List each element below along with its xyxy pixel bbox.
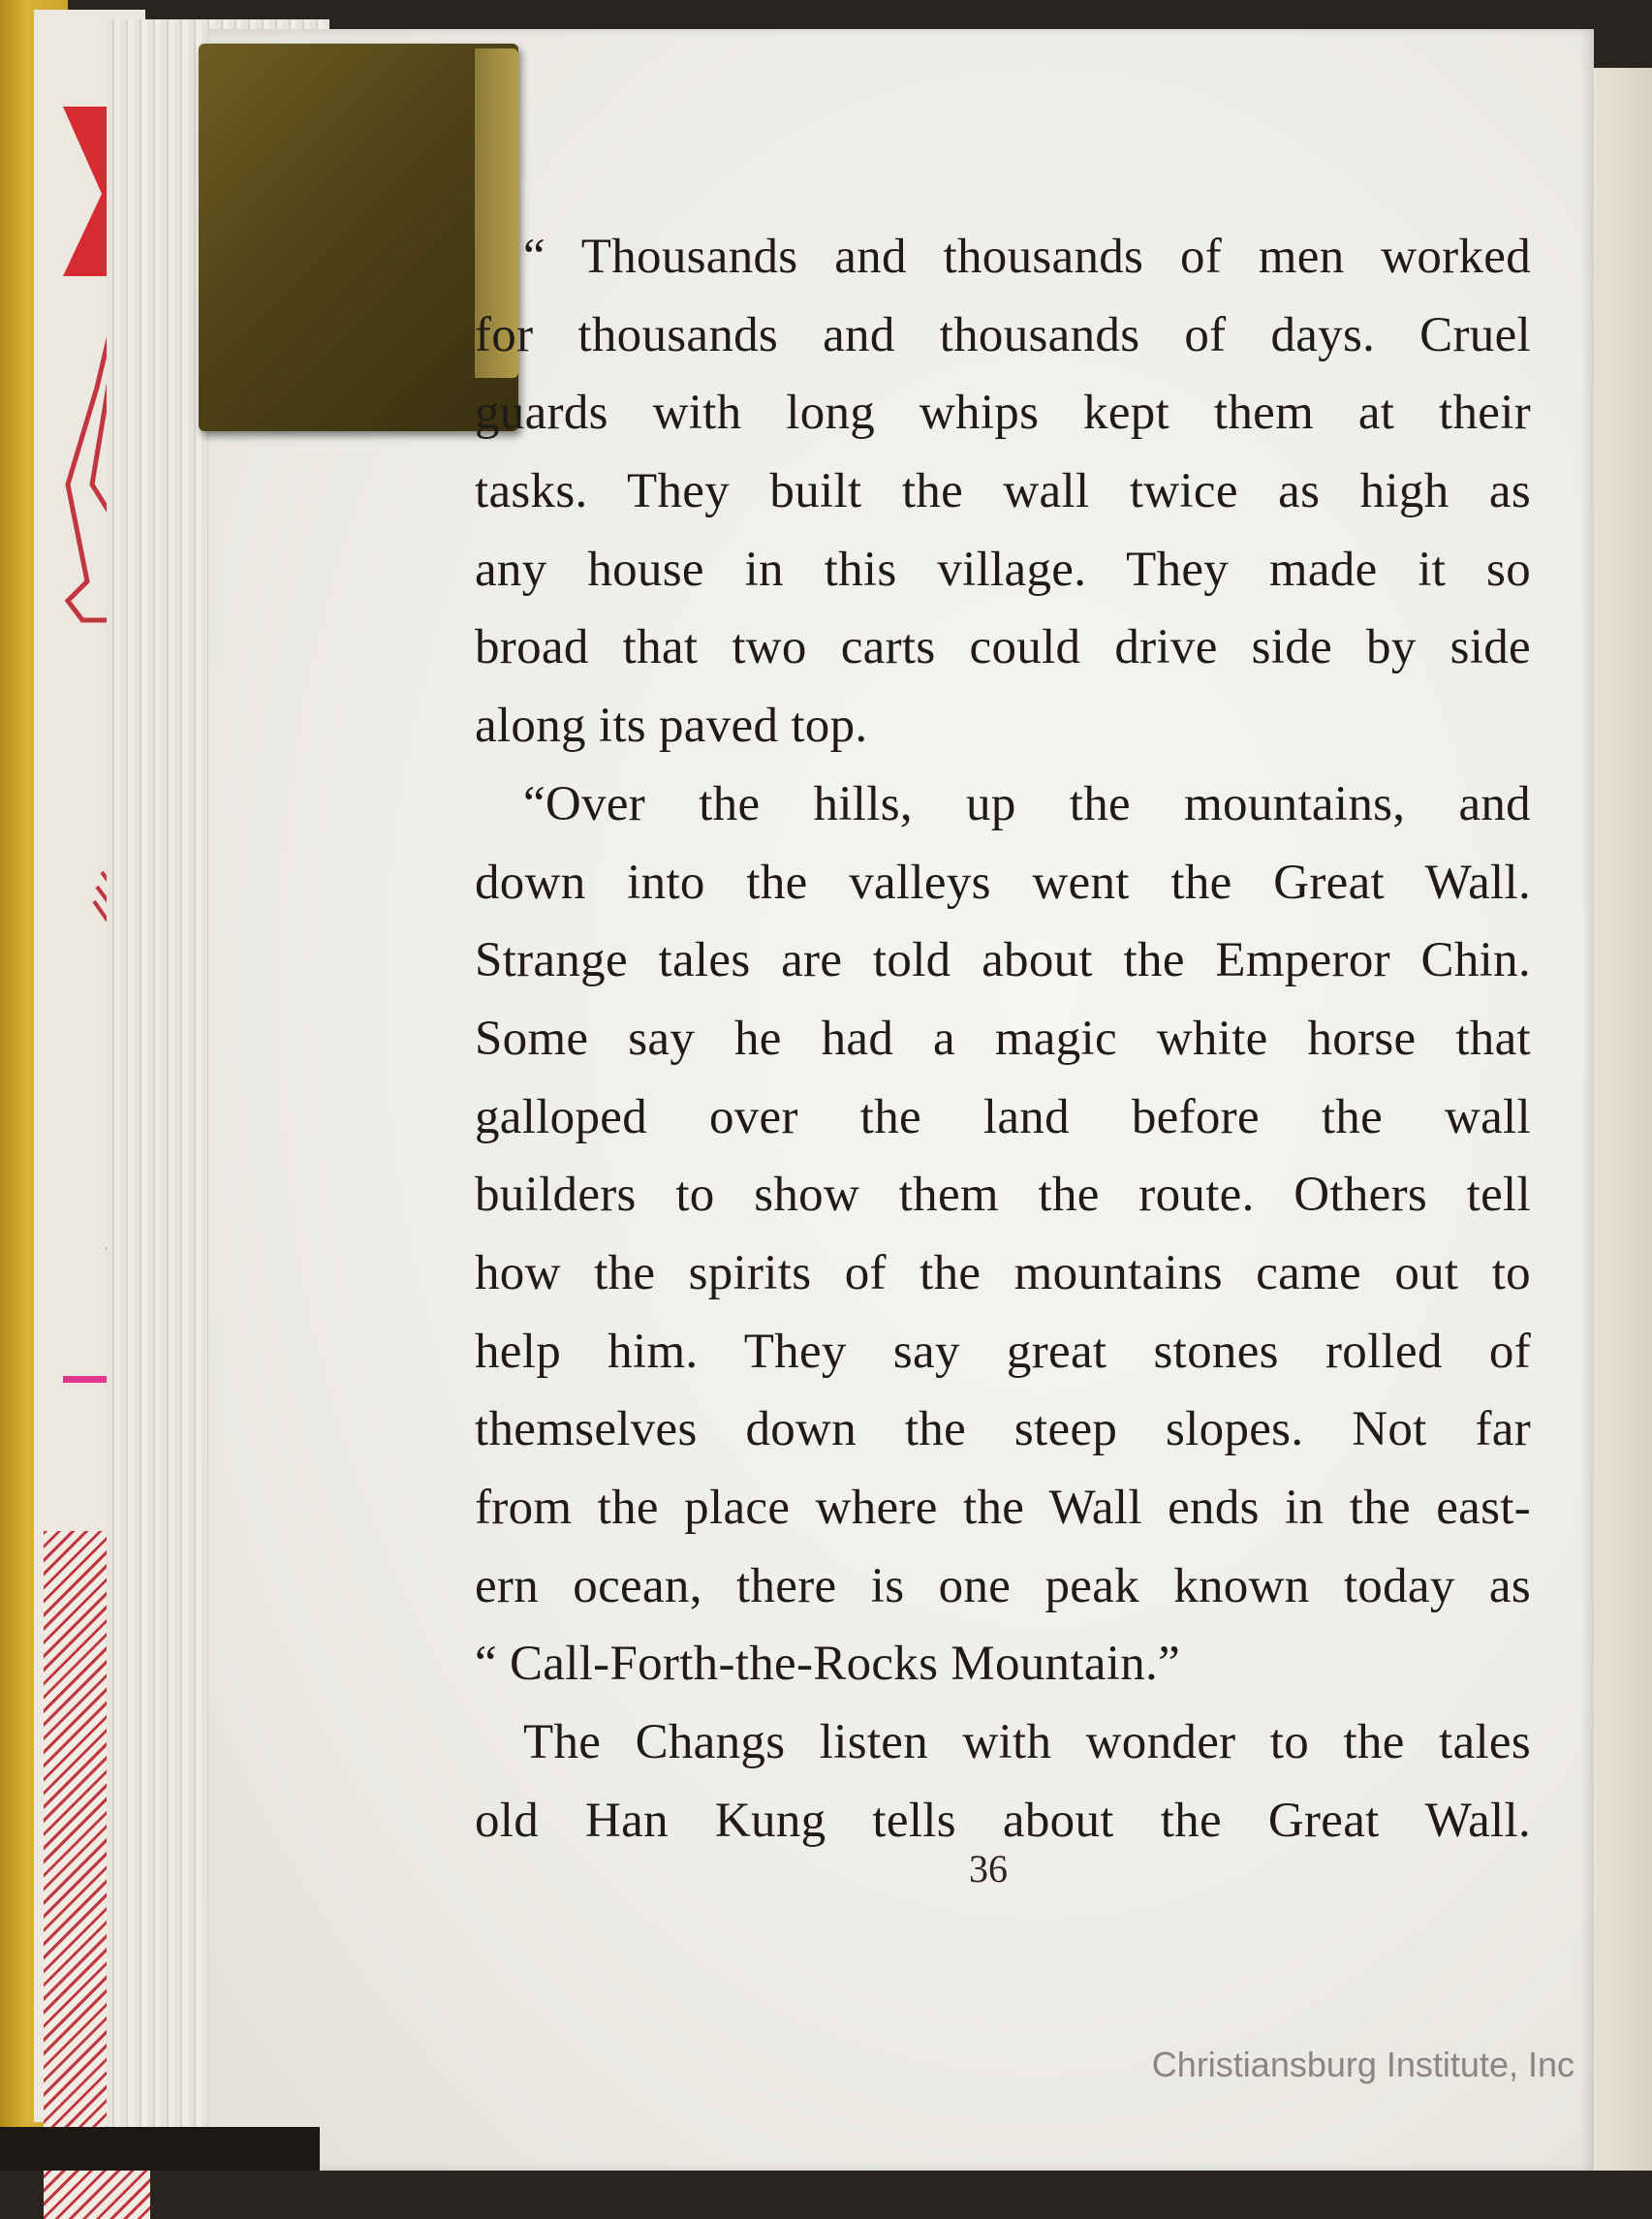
text-line: builders to show them the route. Others tell <box>475 1168 1531 1223</box>
text-line: themselves down the steep slopes. Not far <box>475 1402 1531 1457</box>
text-line: broad that two carts could drive side by side <box>475 620 1531 675</box>
text-line: down into the valleys went the Great Wall. <box>475 855 1531 910</box>
text-line: Some say he had a magic white horse that <box>475 1011 1531 1066</box>
text-line: “Over the hills, up the mountains, and <box>523 776 1531 831</box>
text-line: old Han Kung tells about the Great Wall. <box>475 1793 1531 1848</box>
text-line: Strange tales are told about the Emperor Chin. <box>475 933 1531 988</box>
facing-page-edge <box>1594 68 1652 2171</box>
text-line: tasks. They built the wall twice as high as <box>475 464 1531 519</box>
text-line: “ Thousands and thousands of men worked <box>523 230 1531 284</box>
page-number: 36 <box>969 1847 1008 1891</box>
watermark: Christiansburg Institute, Inc <box>1151 2045 1574 2084</box>
text-line: how the spirits of the mountains came out to <box>475 1245 1531 1300</box>
text-line: ern ocean, there is one peak known today as <box>475 1558 1531 1613</box>
bookmark-clip-icon <box>199 44 518 431</box>
text-line: along its paved top. <box>475 699 868 754</box>
text-line: help him. They say great stones rolled of <box>475 1324 1531 1379</box>
shadow <box>0 2127 320 2171</box>
text-line: galloped over the land before the wall <box>475 1089 1531 1144</box>
text-line: The Changs listen with wonder to the tales <box>523 1715 1531 1770</box>
text-line: for thousands and thousands of days. Cruel <box>475 307 1531 362</box>
text-line: from the place where the Wall ends in the east- <box>475 1481 1531 1535</box>
body-text <box>475 218 1531 1860</box>
text-line: “ Call-Forth-the-Rocks Mountain.” <box>475 1637 1181 1692</box>
text-line: guards with long whips kept them at their <box>475 386 1531 441</box>
text-line: any house in this village. They made it so <box>475 542 1531 597</box>
